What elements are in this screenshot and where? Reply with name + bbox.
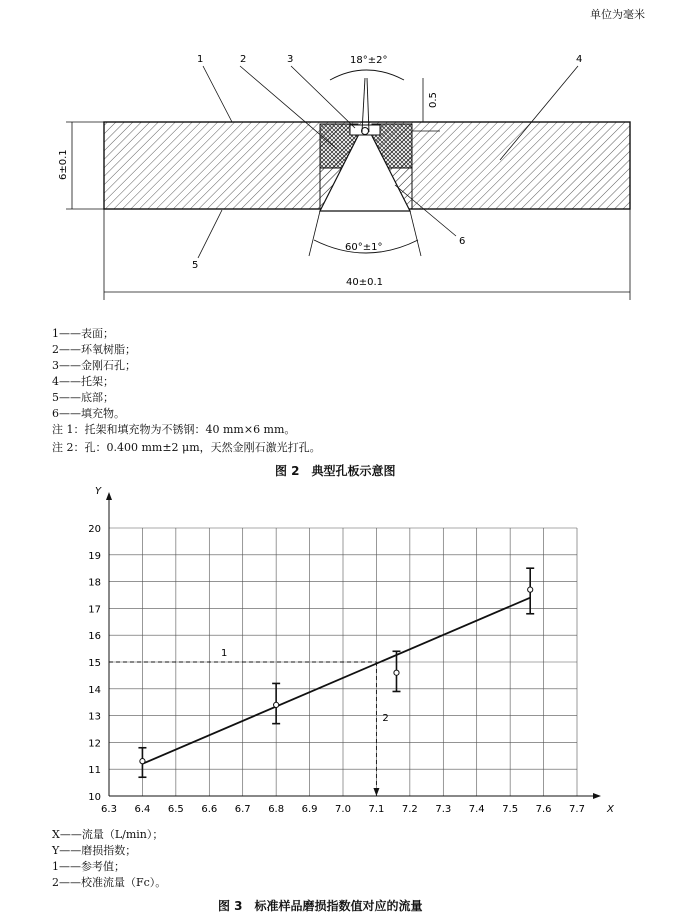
x-axis-label: X bbox=[607, 804, 614, 815]
y-tick-label: 20 bbox=[88, 524, 101, 535]
fig3-legend-item: 2——校准流量（Fc）。 bbox=[52, 876, 167, 889]
fig2-legend-item: 6——填充物。 bbox=[52, 407, 125, 420]
fig2-legend bbox=[52, 326, 136, 422]
x-tick-label: 7.4 bbox=[468, 804, 485, 815]
fig2-note-1: 注 1：托架和填充物为不锈钢：40 mm×6 mm。 bbox=[52, 423, 296, 436]
calibration-flow-label: 2 bbox=[382, 712, 389, 724]
callout-2: 2 bbox=[240, 54, 247, 65]
fig2-note-2: 注 2：孔：0.400 mm±2 μm，天然金刚石激光打孔。 bbox=[52, 441, 321, 454]
y-tick-label: 13 bbox=[88, 711, 101, 723]
y-tick-label: 17 bbox=[88, 604, 101, 616]
dim-depth-label: 0.5 bbox=[428, 92, 439, 108]
fig3-legend-item: Y——磨损指数； bbox=[52, 844, 137, 857]
unit-label: 单位为毫米 bbox=[590, 8, 645, 21]
y-tick-label: 10 bbox=[88, 792, 101, 803]
y-tick-label: 12 bbox=[88, 738, 101, 750]
y-tick-label: 19 bbox=[88, 550, 101, 562]
data-point bbox=[140, 759, 145, 764]
x-tick-label: 6.3 bbox=[101, 804, 117, 815]
data-point bbox=[528, 587, 533, 592]
y-tick-label: 16 bbox=[88, 631, 101, 643]
x-tick-label: 6.8 bbox=[268, 804, 285, 815]
fig3-caption: 图 3 标准样品磨损指数值对应的流量 bbox=[218, 899, 423, 913]
angle-bottom-label: 60°±1° bbox=[345, 242, 383, 253]
fig3-legend-item: 1——参考值； bbox=[52, 860, 125, 873]
orifice-plate-diagram bbox=[0, 0, 697, 320]
angle-top-label: 18°±2° bbox=[350, 55, 388, 66]
x-tick-label: 7.5 bbox=[502, 804, 519, 815]
x-tick-label: 7.2 bbox=[401, 804, 418, 815]
fig2-legend-item: 2——环氧树脂； bbox=[52, 343, 136, 356]
fig2-legend-item: 4——托架； bbox=[52, 375, 114, 388]
dim-height-label: 6±0.1 bbox=[58, 149, 69, 180]
x-tick-label: 7.7 bbox=[569, 804, 585, 815]
x-tick-label: 6.7 bbox=[234, 804, 251, 815]
data-point bbox=[274, 702, 279, 707]
calibration-flow-arrow bbox=[373, 788, 379, 796]
y-tick-label: 14 bbox=[88, 684, 101, 696]
x-tick-label: 7.6 bbox=[535, 804, 552, 815]
callout-4: 4 bbox=[576, 54, 583, 65]
x-tick-label: 6.4 bbox=[134, 804, 151, 815]
fig2-legend-item: 5——底部； bbox=[52, 391, 114, 404]
x-tick-label: 7.3 bbox=[435, 804, 452, 815]
fig3-legend bbox=[52, 827, 166, 891]
x-tick-label: 6.5 bbox=[167, 804, 184, 815]
y-axis-arrow bbox=[106, 492, 112, 500]
x-tick-label: 6.6 bbox=[201, 804, 218, 815]
x-axis-arrow bbox=[593, 793, 601, 799]
fit-line bbox=[142, 598, 530, 764]
dim-width-label: 40±0.1 bbox=[346, 277, 384, 288]
callout-3: 3 bbox=[287, 54, 294, 65]
fig3-legend-item: X——流量（L/min）； bbox=[52, 828, 164, 841]
callout-1: 1 bbox=[197, 54, 204, 65]
callout-6: 6 bbox=[459, 236, 466, 247]
y-axis-label: Y bbox=[95, 486, 102, 497]
x-tick-label: 7.0 bbox=[335, 804, 351, 815]
fig2-legend-item: 3——金刚石孔； bbox=[52, 359, 136, 372]
fig2-legend-item: 1——表面； bbox=[52, 327, 114, 340]
flow-vs-wear-index-chart bbox=[0, 480, 697, 825]
x-tick-label: 7.1 bbox=[368, 804, 385, 815]
reference-value-label: 1 bbox=[221, 648, 228, 659]
y-tick-label: 11 bbox=[88, 765, 101, 777]
y-tick-label: 15 bbox=[88, 658, 101, 669]
y-tick-label: 18 bbox=[88, 577, 101, 589]
x-tick-label: 6.9 bbox=[301, 804, 318, 815]
callout-5: 5 bbox=[192, 260, 199, 271]
fig2-caption: 图 2 典型孔板示意图 bbox=[275, 464, 396, 478]
data-point bbox=[394, 670, 399, 675]
